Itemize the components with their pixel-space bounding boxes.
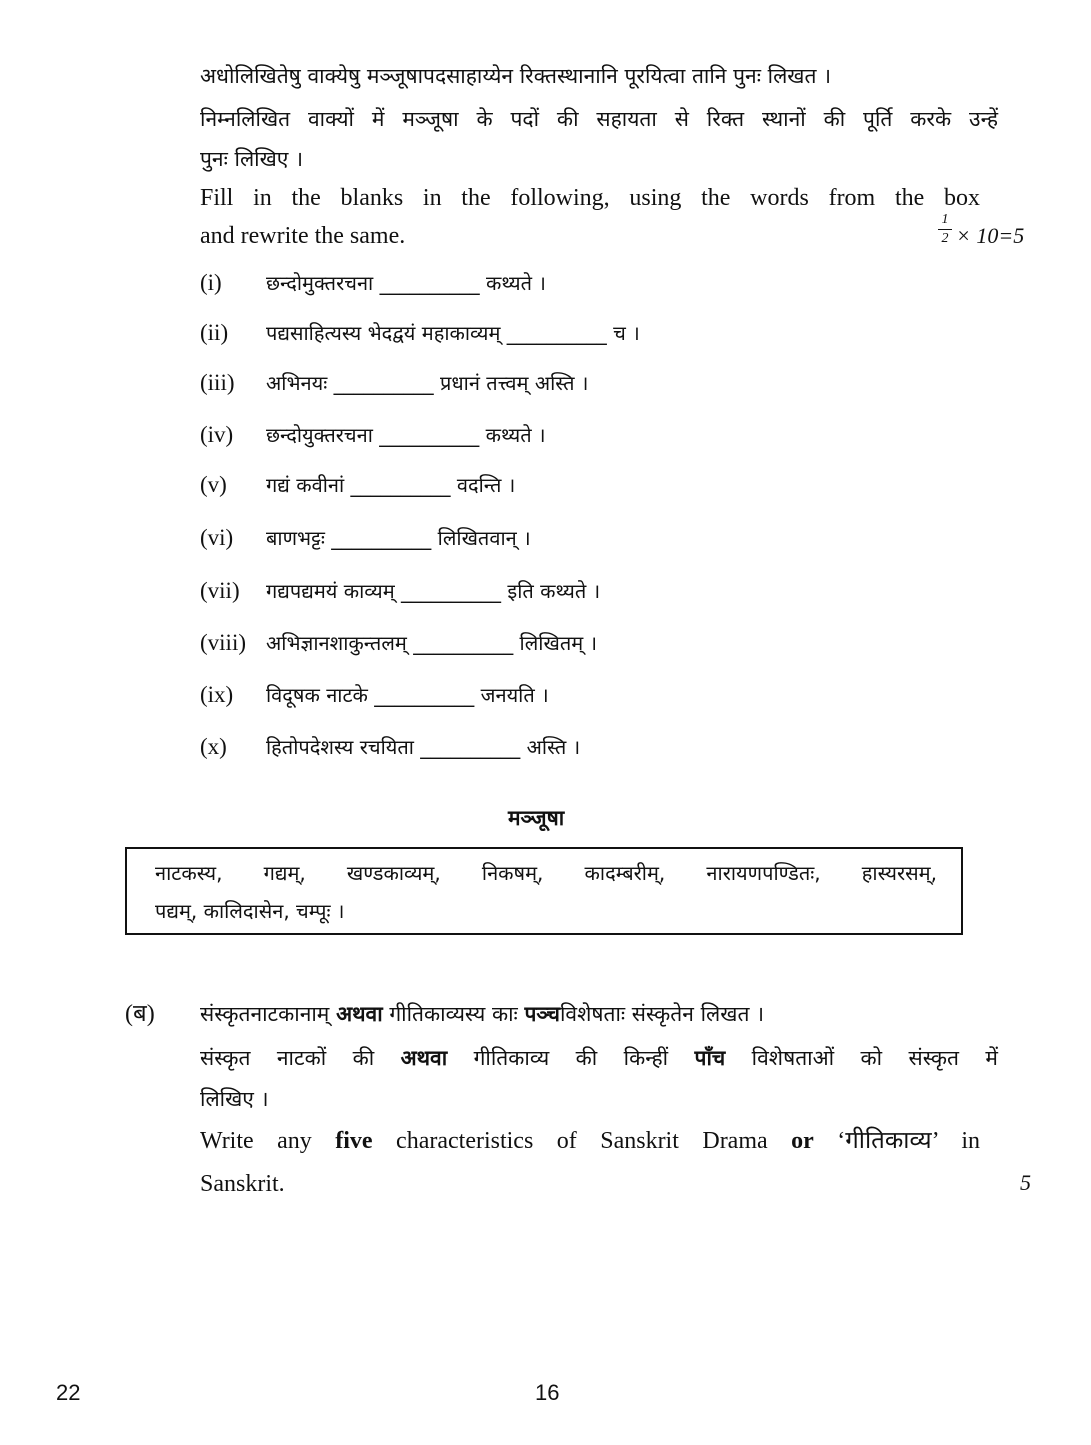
part-b-english-line1 [200, 1127, 980, 1155]
part-b-english-mid: characteristics of Sanskrit Drama [396, 1128, 768, 1154]
part-b-hindi-line2: लिखिए । [200, 1087, 269, 1111]
part-b-sanskrit-mid: गीतिकाव्यस्य काः [389, 1002, 518, 1026]
item-number: (x) [200, 734, 227, 759]
page-number: 16 [535, 1380, 560, 1405]
part-b-english-bold1: five [335, 1128, 373, 1154]
part-b-label: (ब) [125, 1001, 155, 1027]
part-b-sanskrit-bold2: पञ्च [524, 1002, 560, 1026]
marks-denominator: 2 [941, 231, 949, 246]
item-number: (ii) [200, 320, 229, 345]
word-box [125, 847, 963, 935]
part-b-hindi-post: विशेषताओं को संस्कृत में [751, 1046, 998, 1070]
part-b-sanskrit-pre: संस्कृतनाटकानाम् [200, 1002, 330, 1026]
instruction-english-line1: Fill in the blanks in the following, using the words from the box [200, 185, 980, 211]
item-text: पद्यसाहित्यस्य भेदद्वयं महाकाव्यम् __________ च । [266, 321, 640, 345]
page-code: 22 [56, 1380, 81, 1405]
fraction-bar [938, 229, 952, 230]
item-number: (vi) [200, 525, 234, 550]
item-number: (iii) [200, 370, 235, 395]
item-text: छन्दोमुक्तरचना __________ कथ्यते । [266, 271, 546, 295]
item-text: गद्यं कवीनां __________ वदन्ति । [266, 473, 516, 497]
box-title: मञ्जूषा [508, 806, 565, 830]
item-number: (ix) [200, 682, 234, 707]
item-text: अभिज्ञानशाकुन्तलम् __________ लिखितम् । [266, 631, 598, 655]
part-b-sanskrit-post: विशेषताः संस्कृतेन लिखत । [559, 1002, 765, 1026]
part-b-hindi-line1 [200, 1044, 998, 1072]
instruction-hindi-line1: निम्नलिखित वाक्यों में मञ्जूषा के पदों की सहायता से रिक्त स्थानों की पूर्ति करके उन्हें [200, 107, 998, 131]
box-line-1: नाटकस्य, गद्यम्, खण्डकाव्यम्, निकषम्, कादम्बरीम्, नारायणपण्डितः, हास्यरसम्, [155, 861, 937, 885]
part-b-english-post: ‘गीतिकाव्य’ in [837, 1128, 980, 1154]
part-b-hindi-pre: संस्कृत नाटकों की [200, 1046, 375, 1070]
item-text: गद्यपद्यमयं काव्यम् __________ इति कथ्यते । [266, 579, 601, 603]
marks-fraction [938, 212, 952, 247]
marks-rest: × 10=5 [956, 223, 1025, 248]
item-number: (vii) [200, 578, 240, 603]
part-b-marks: 5 [1020, 1170, 1031, 1195]
item-text: बाणभट्टः __________ लिखितवान् । [266, 526, 531, 550]
item-number: (i) [200, 270, 222, 295]
part-b-hindi-bold1: अथवा [400, 1046, 448, 1070]
item-text: हितोपदेशस्य रचयिता __________ अस्ति । [266, 735, 581, 759]
part-b-sanskrit-bold1: अथवा [336, 1002, 383, 1026]
item-number: (iv) [200, 422, 234, 447]
box-line-2: पद्यम्, कालिदासेन, चम्पूः । [155, 899, 345, 923]
part-b-sanskrit [200, 1000, 764, 1028]
item-number: (v) [200, 472, 227, 497]
instruction-sanskrit: अधोलिखितेषु वाक्येषु मञ्जूषापदसाहाय्येन रिक्तस्थानानि पूरयित्वा तानि पुनः लिखत । [200, 64, 832, 88]
part-b-hindi-bold2: पाँच [694, 1046, 726, 1070]
instruction-english-line2: and rewrite the same. [200, 223, 406, 249]
item-text: छन्दोयुक्तरचना __________ कथ्यते । [266, 423, 546, 447]
part-b-english-bold2: or [791, 1128, 814, 1154]
part-b-english-pre: Write any [200, 1128, 312, 1154]
marks-numerator: 1 [941, 212, 949, 227]
item-text: विदूषक नाटके __________ जनयति । [266, 683, 549, 707]
instruction-hindi-line2: पुनः लिखिए । [200, 147, 304, 171]
item-text: अभिनयः __________ प्रधानं तत्त्वम् अस्ति । [266, 371, 589, 395]
part-b-hindi-mid: गीतिकाव्य की किन्हीं [473, 1046, 669, 1070]
item-number: (viii) [200, 630, 246, 655]
part-b-english-line2: Sanskrit. [200, 1171, 285, 1197]
